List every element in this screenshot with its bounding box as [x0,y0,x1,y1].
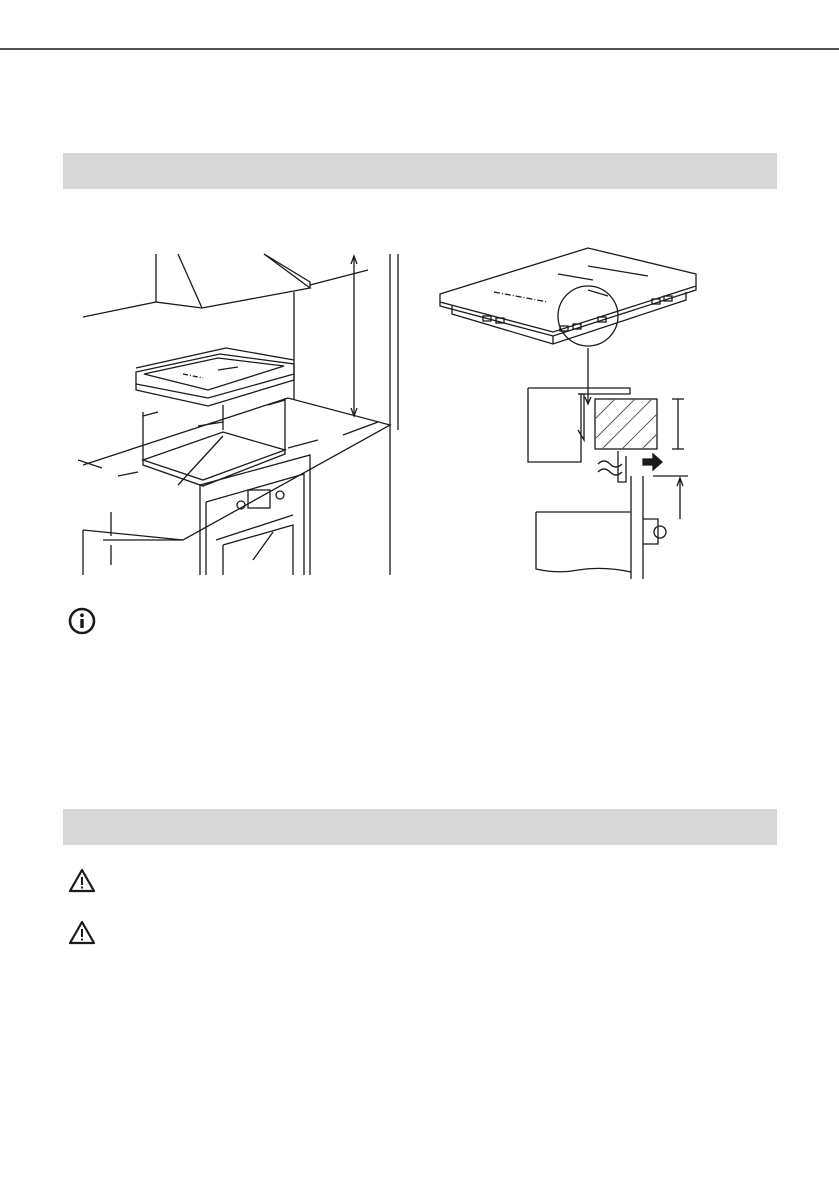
warning-triangle-icon [67,866,97,896]
hob-edge-detail-diagram [438,244,708,579]
detail-magnifier [558,286,618,346]
warning-triangle-icon [67,918,97,948]
top-rule [0,0,839,60]
lower-panel [536,512,631,572]
worktop [83,398,390,540]
section-header-2 [63,809,777,845]
worktop-section [528,394,581,462]
cooker-hood [156,254,310,308]
hatched-block [595,399,657,449]
hob-slab [440,248,696,332]
direction-arrow [643,454,662,470]
oven [206,474,304,575]
info-icon [67,606,97,636]
hob-top [136,354,294,398]
kitchen-installation-diagram [78,240,418,575]
section-header-1 [63,153,777,189]
